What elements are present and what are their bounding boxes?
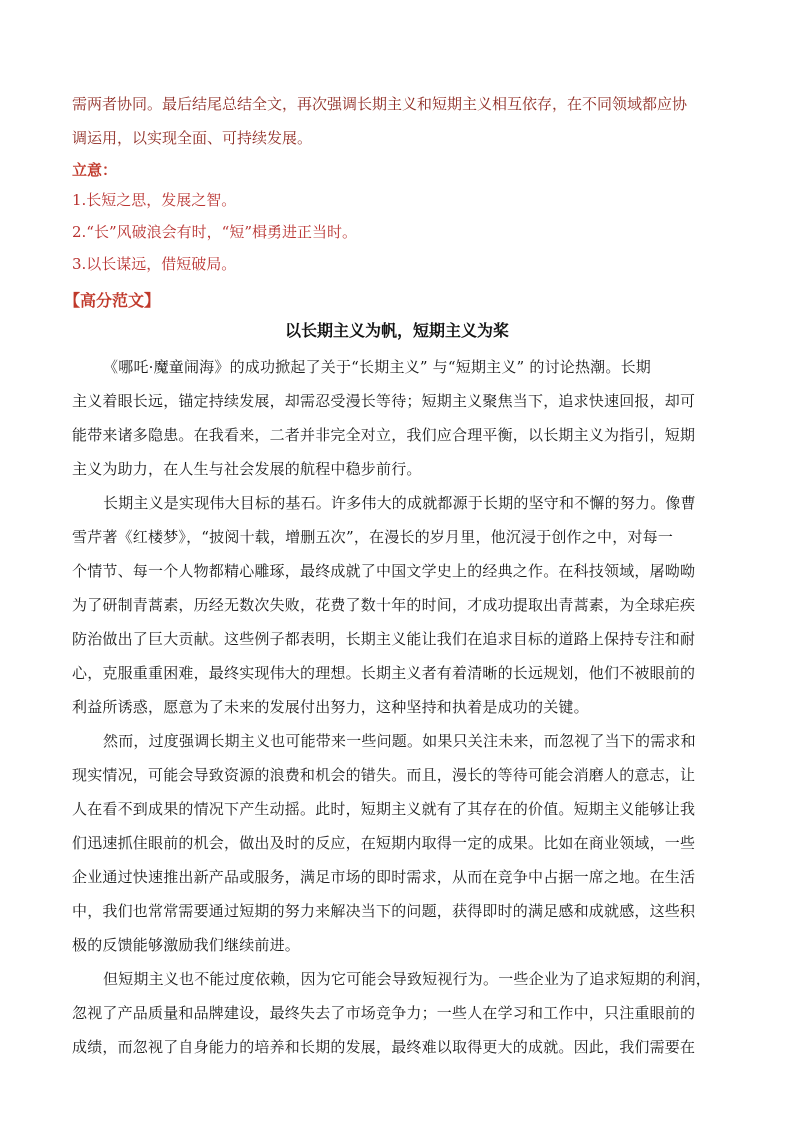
essay-line: 然而，过度强调长期主义也可能带来一些问题。如果只关注未来，而忽视了当下的需求和 <box>103 732 696 750</box>
essay-line: 中，我们也常常需要通过短期的努力来解决当下的问题，获得即时的满足感和成就感，这些积 <box>72 902 696 920</box>
essay-line: 雪芹著《红楼梦》，“披阅十载，增删五次”，在漫长的岁月里，他沉浸于创作之中，对每一 <box>72 528 674 546</box>
essay-line: 极的反馈能够激励我们继续前进。 <box>72 936 301 954</box>
ideas-heading: 立意： <box>72 161 118 179</box>
essay-line: 现实情况，可能会导致资源的浪费和机会的错失。而且，漫长的等待可能会消磨人的意志，让 <box>72 766 696 784</box>
essay-line: 但短期主义也不能过度依赖，因为它可能会导致短视行为。一些企业为了追求短期的利润， <box>103 970 712 988</box>
essay-line: 个情节、每一个人物都精心雕琢，最终成就了中国文学史上的经典之作。在科技领域，屠呦呦 <box>72 562 696 580</box>
essay-line: 防治做出了巨大贡献。这些例子都表明，长期主义能让我们在追求目标的道路上保持专注和耐 <box>72 630 696 648</box>
essay-line: 成绩，而忽视了自身能力的培养和长期的发展，最终难以取得更大的成就。因此，我们需要在 <box>72 1038 696 1056</box>
intro-line-2: 调运用，以实现全面、可持续发展。 <box>72 129 313 147</box>
essay-line: 主义着眼长远，锚定持续发展，却需忍受漫长等待；短期主义聚焦当下，追求快速回报，却可 <box>72 392 696 410</box>
idea-item-2: 2.“长”风破浪会有时，“短”楫勇进正当时。 <box>72 223 357 241</box>
idea-item-3: 3.以长谋远，借短破局。 <box>72 255 237 273</box>
essay-line: 利益所诱惑，愿意为了未来的发展付出努力，这种坚持和执着是成功的关键。 <box>72 698 589 716</box>
intro-line-1: 需两者协同。最后结尾总结全文，再次强调长期主义和短期主义相互依存，在不同领域都应协 <box>72 95 688 113</box>
essay-line: 长期主义是实现伟大目标的基石。许多伟大的成就都源于长期的坚守和不懈的努力。像曹 <box>103 494 696 512</box>
essay-line: 心，克服重重困难，最终实现伟大的理想。长期主义者有着清晰的长远规划，他们不被眼前的 <box>72 664 696 682</box>
essay-line: 忽视了产品质量和品牌建设，最终失去了市场竞争力；一些人在学习和工作中，只注重眼前的 <box>72 1004 696 1022</box>
essay-title: 以长期主义为帆，短期主义为桨 <box>284 321 509 340</box>
essay-line: 们迅速抓住眼前的机会，做出及时的反应，在短期内取得一定的成果。比如在商业领域，一些 <box>72 834 696 852</box>
essay-line: 人在看不到成果的情况下产生动摇。此时，短期主义就有了其存在的价值。短期主义能够让我 <box>72 800 696 818</box>
essay-line: 能带来诸多隐患。在我看来，二者并非完全对立，我们应合理平衡，以长期主义为指引，短期 <box>72 426 696 444</box>
essay-line: 《哪吒·魔童闹海》的成功掀起了关于“长期主义” 与“短期主义” 的讨论热潮。长期 <box>103 358 651 376</box>
essay-line: 主义为助力，在人生与社会发展的航程中稳步前行。 <box>72 460 422 478</box>
essay-line: 企业通过快速推出新产品或服务，满足市场的即时需求，从而在竞争中占据一席之地。在生活 <box>72 868 696 886</box>
idea-item-1: 1.长短之思，发展之智。 <box>72 191 237 209</box>
essay-line: 为了研制青蒿素，历经无数次失败，花费了数十年的时间，才成功提取出青蒿素，为全球疟疾 <box>72 596 696 614</box>
model-essay-section-label: 【高分范文】 <box>64 291 161 310</box>
